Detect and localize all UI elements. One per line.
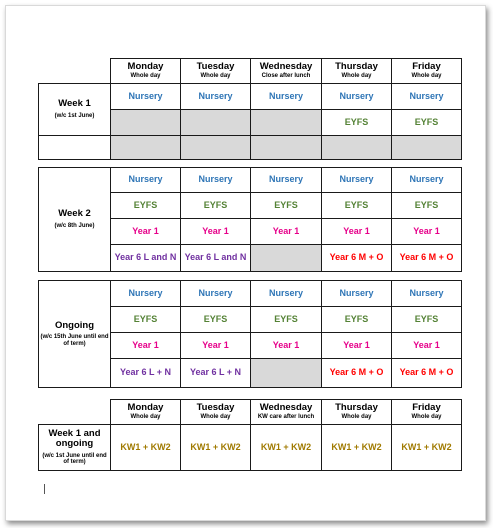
week1-table xyxy=(38,58,462,160)
cell-kw: KW1 + KW2 xyxy=(322,425,392,471)
cell-year6-mo: Year 6 M + O xyxy=(322,359,392,388)
table-row xyxy=(39,136,462,160)
header-row xyxy=(39,400,462,425)
table-row xyxy=(39,281,462,307)
cell-kw: KW1 + KW2 xyxy=(251,425,322,471)
cell-empty-shaded xyxy=(181,136,251,160)
cell-year6-mo: Year 6 M + O xyxy=(392,245,462,272)
cell-eyfs: EYFS xyxy=(111,193,181,219)
document-page xyxy=(5,5,486,521)
cell-year1: Year 1 xyxy=(181,333,251,359)
cell-nursery: Nursery xyxy=(251,84,322,110)
cell-empty-shaded xyxy=(251,359,322,388)
header-tuesday: Tuesday Whole day xyxy=(181,400,251,425)
header-friday: Friday Whole day xyxy=(392,59,462,84)
cell-nursery: Nursery xyxy=(111,168,181,193)
cell-eyfs: EYFS xyxy=(392,110,462,136)
row-label-kw: Week 1 and ongoing (w/c 1st June until end of term) xyxy=(39,425,111,471)
cell-empty xyxy=(39,136,111,160)
week2-table xyxy=(38,167,462,272)
cell-nursery: Nursery xyxy=(111,281,181,307)
header-monday: Monday Whole day xyxy=(111,59,181,84)
cell-nursery: Nursery xyxy=(322,168,392,193)
header-friday: Friday Whole day xyxy=(392,400,462,425)
cell-year1: Year 1 xyxy=(392,333,462,359)
cell-empty-shaded xyxy=(251,245,322,272)
table-row xyxy=(39,84,462,110)
cell-empty-shaded xyxy=(111,110,181,136)
cell-year6-ln: Year 6 L and N xyxy=(111,245,181,272)
cell-empty-shaded xyxy=(181,110,251,136)
cell-kw: KW1 + KW2 xyxy=(111,425,181,471)
cell-year1: Year 1 xyxy=(251,219,322,245)
table-row xyxy=(39,425,462,471)
header-wednesday: Wednesday Close after lunch xyxy=(251,59,322,84)
header-tuesday: Tuesday Whole day xyxy=(181,59,251,84)
cell-year1: Year 1 xyxy=(322,219,392,245)
cell-empty-shaded xyxy=(111,136,181,160)
cell-nursery: Nursery xyxy=(251,168,322,193)
cell-eyfs: EYFS xyxy=(251,307,322,333)
cell-kw: KW1 + KW2 xyxy=(392,425,462,471)
kw-table xyxy=(38,399,462,471)
cell-nursery: Nursery xyxy=(111,84,181,110)
header-monday: Monday Whole day xyxy=(111,400,181,425)
cell-nursery: Nursery xyxy=(181,84,251,110)
cell-year6-mo: Year 6 M + O xyxy=(392,359,462,388)
table-row xyxy=(39,168,462,193)
cell-empty-shaded xyxy=(251,110,322,136)
cell-nursery: Nursery xyxy=(392,168,462,193)
cell-empty-shaded xyxy=(392,136,462,160)
header-row xyxy=(39,59,462,84)
cell-empty-shaded xyxy=(251,136,322,160)
cell-eyfs: EYFS xyxy=(392,193,462,219)
cell-year1: Year 1 xyxy=(111,219,181,245)
cell-nursery: Nursery xyxy=(392,281,462,307)
header-wednesday: Wednesday KW care after lunch xyxy=(251,400,322,425)
cell-eyfs: EYFS xyxy=(322,307,392,333)
cell-eyfs: EYFS xyxy=(322,110,392,136)
cell-eyfs: EYFS xyxy=(392,307,462,333)
cell-kw: KW1 + KW2 xyxy=(181,425,251,471)
cell-year1: Year 1 xyxy=(111,333,181,359)
header-thursday: Thursday Whole day xyxy=(322,400,392,425)
cell-eyfs: EYFS xyxy=(322,193,392,219)
corner-cell xyxy=(39,400,111,425)
cell-empty-shaded xyxy=(322,136,392,160)
header-thursday: Thursday Whole day xyxy=(322,59,392,84)
row-label-ongoing: Ongoing (w/c 15th June until end of term) xyxy=(39,281,111,388)
cell-year6-ln: Year 6 L + N xyxy=(111,359,181,388)
cell-nursery: Nursery xyxy=(392,84,462,110)
cell-eyfs: EYFS xyxy=(111,307,181,333)
cell-year6-ln: Year 6 L + N xyxy=(181,359,251,388)
cell-nursery: Nursery xyxy=(181,168,251,193)
cell-year1: Year 1 xyxy=(181,219,251,245)
cell-nursery: Nursery xyxy=(322,84,392,110)
cell-eyfs: EYFS xyxy=(181,307,251,333)
row-label-week2: Week 2 (w/c 8th June) xyxy=(39,168,111,272)
cell-year1: Year 1 xyxy=(251,333,322,359)
ongoing-table xyxy=(38,280,462,388)
cell-eyfs: EYFS xyxy=(181,193,251,219)
corner-cell xyxy=(39,59,111,84)
cell-nursery: Nursery xyxy=(322,281,392,307)
cell-nursery: Nursery xyxy=(251,281,322,307)
cell-year6-mo: Year 6 M + O xyxy=(322,245,392,272)
cell-eyfs: EYFS xyxy=(251,193,322,219)
cell-nursery: Nursery xyxy=(181,281,251,307)
row-label-week1: Week 1 (w/c 1st June) xyxy=(39,84,111,136)
cell-year6-ln: Year 6 L and N xyxy=(181,245,251,272)
cell-year1: Year 1 xyxy=(322,333,392,359)
cell-year1: Year 1 xyxy=(392,219,462,245)
text-cursor xyxy=(44,484,45,494)
